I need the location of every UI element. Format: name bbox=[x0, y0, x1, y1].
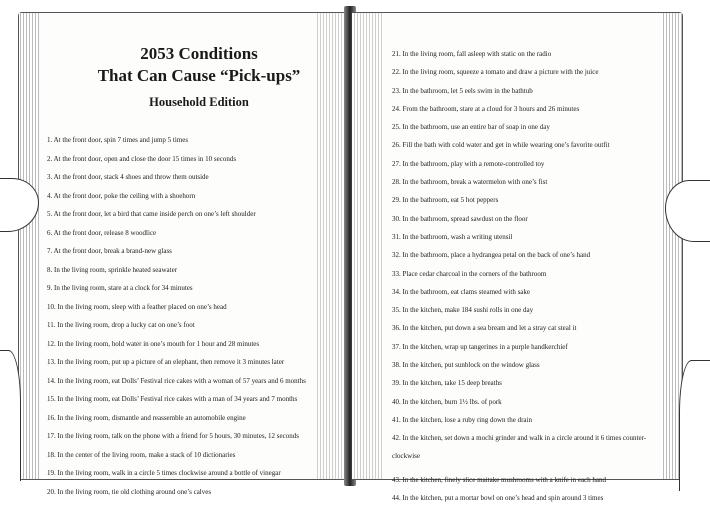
condition-item: 12. In the living room, hold water in one’s mouth for 1 hour and 28 minutes bbox=[47, 339, 260, 348]
left-page bbox=[18, 12, 349, 496]
title-line-2: That Can Cause “Pick-ups” bbox=[97, 66, 301, 85]
condition-item: 7. At the front door, break a brand-new glass bbox=[47, 247, 172, 255]
subtitle: Household Edition bbox=[149, 95, 249, 109]
condition-item: 11. In the living room, drop a lucky cat on one’s foot bbox=[47, 321, 195, 329]
condition-item: 28. In the bathroom, break a watermelon with one’s fist bbox=[392, 178, 548, 187]
right-hand bbox=[679, 360, 710, 491]
condition-item: 1. At the front door, spin 7 times and jump 5 times bbox=[47, 136, 189, 144]
condition-item: 16. In the living room, dismantle and reassemble an automobile engine bbox=[47, 413, 246, 422]
condition-item: 35. In the kitchen, make 184 sushi rolls in one day bbox=[392, 306, 534, 315]
condition-item: 42. In the kitchen, set down a mochi grinder and walk in a circle around it 6 times counter-clockwise bbox=[392, 434, 647, 461]
condition-item: 36. In the kitchen, put down a sea bream and let a stray cat steal it bbox=[392, 324, 577, 333]
condition-item: 41. In the kitchen, lose a ruby ring down the drain bbox=[392, 415, 532, 424]
condition-item: 15. In the living room, eat Dolls’ Festival rice cakes with a man of 34 years and 7 months bbox=[47, 395, 298, 403]
condition-item: 13. In the living room, put up a picture of an elephant, then remove it 3 minutes later bbox=[47, 358, 285, 366]
condition-item: 5. At the front door, let a bird that came inside perch on one’s left shoulder bbox=[47, 210, 256, 218]
condition-item: 39. In the kitchen, take 15 deep breaths bbox=[392, 379, 502, 388]
condition-item: 37. In the kitchen, wrap up tangerines in a purple handkerchief bbox=[392, 342, 568, 351]
condition-item: 31. In the bathroom, wash a writing utensil bbox=[392, 232, 513, 241]
condition-item: 27. In the bathroom, play with a remote-controlled toy bbox=[392, 159, 545, 168]
condition-item: 40. In the kitchen, burn 1½ lbs. of pork bbox=[392, 397, 502, 406]
condition-item: 33. Place cedar charcoal in the corners of the bathroom bbox=[392, 269, 547, 278]
conditions-list-right bbox=[392, 50, 674, 512]
condition-item: 44. In the kitchen, put a mortar bowl on one’s head and spin around 3 times bbox=[392, 493, 604, 502]
condition-item: 34. In the bathroom, eat clams steamed with sake bbox=[392, 287, 531, 296]
condition-item: 29. In the bathroom, eat 5 hot peppers bbox=[392, 196, 499, 205]
condition-item: 14. In the living room, eat Dolls’ Festival rice cakes with a woman of 57 years and 6 months bbox=[47, 376, 306, 385]
condition-item: 9. In the living room, stare at a clock for 34 minutes bbox=[47, 284, 193, 292]
open-book bbox=[18, 6, 682, 502]
conditions-list-left bbox=[47, 136, 349, 506]
condition-item: 19. In the living room, walk in a circle 5 times clockwise around a bottle of vinegar bbox=[47, 469, 281, 477]
condition-item: 10. In the living room, sleep with a feather placed on one’s head bbox=[47, 302, 227, 311]
condition-item: 22. In the living room, squeeze a tomato and draw a picture with the juice bbox=[392, 68, 599, 77]
condition-item: 23. In the bathroom, let 5 eels swim in the bathtub bbox=[392, 86, 533, 95]
condition-item: 20. In the living room, tie old clothing around one’s calves bbox=[47, 487, 212, 496]
condition-item: 24. From the bathroom, stare at a cloud for 3 hours and 26 minutes bbox=[392, 104, 580, 113]
condition-item: 17. In the living room, talk on the phone with a friend for 5 hours, 30 minutes, 12 seconds bbox=[47, 432, 299, 440]
condition-item: 32. In the bathroom, place a hydrangea petal on the back of one’s hand bbox=[392, 251, 591, 260]
right-page bbox=[352, 12, 683, 502]
condition-item: 25. In the bathroom, use an entire bar of soap in one day bbox=[392, 123, 550, 132]
condition-item: 2. At the front door, open and close the door 15 times in 10 seconds bbox=[47, 154, 237, 163]
condition-item: 6. At the front door, release 8 woodlice bbox=[47, 228, 157, 237]
condition-item: 38. In the kitchen, put sunblock on the window glass bbox=[392, 361, 540, 370]
condition-item: 26. Fill the bath with cold water and get in while wearing one’s favorite outfit bbox=[392, 141, 610, 150]
condition-item: 3. At the front door, stack 4 shoes and throw them outside bbox=[47, 173, 209, 181]
book-title-block bbox=[49, 43, 349, 110]
condition-item: 21. In the living room, fall asleep with static on the radio bbox=[392, 50, 552, 58]
condition-item: 8. In the living room, sprinkle heated seawater bbox=[47, 265, 178, 274]
condition-item: 4. At the front door, poke the ceiling with a shoehorn bbox=[47, 191, 196, 200]
left-hand bbox=[0, 350, 21, 481]
condition-item: 43. In the kitchen, finely slice maitake mushrooms with a knife in each hand bbox=[392, 475, 607, 484]
condition-item: 18. In the center of the living room, make a stack of 10 dictionaries bbox=[47, 450, 236, 459]
title-line-1: 2053 Conditions bbox=[140, 44, 258, 63]
condition-item: 30. In the bathroom, spread sawdust on the floor bbox=[392, 214, 528, 223]
